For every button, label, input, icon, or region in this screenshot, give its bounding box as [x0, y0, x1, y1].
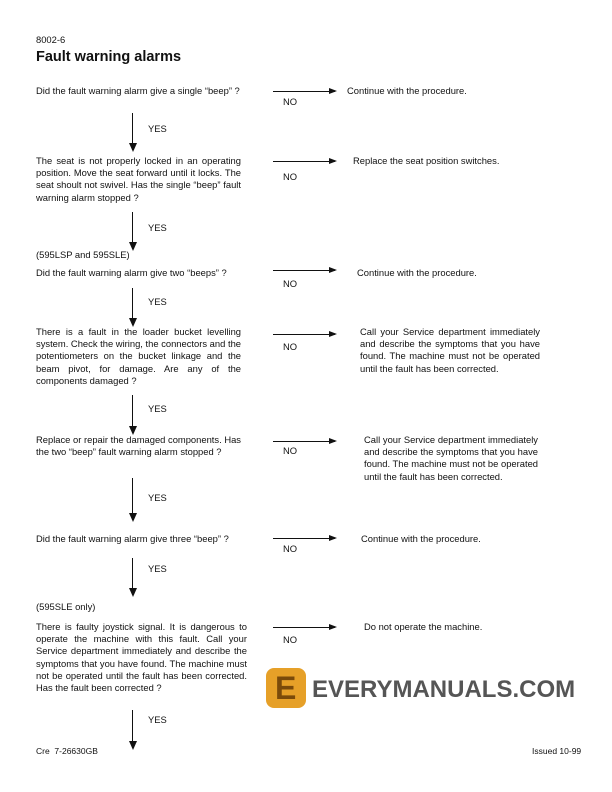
no-arrow-3 — [273, 270, 335, 271]
yes-arrow-7 — [132, 710, 133, 748]
no-arrow-7 — [273, 627, 335, 628]
page-number: 8002-6 — [36, 34, 66, 45]
document-reference: Cre 7-26630GB — [36, 746, 98, 756]
yes-arrow-6 — [132, 558, 133, 595]
yes-label-2: YES — [148, 222, 167, 233]
question-3: Did the fault warning alarm give two “beeps” ? — [36, 267, 227, 278]
no-action-4: Call your Service department immediately and describe the symptoms that you have found. The machine must not be operated until the fault has been corrected. — [360, 326, 540, 374]
no-action-2: Replace the seat position switches. — [353, 155, 500, 166]
yes-arrow-1 — [132, 113, 133, 150]
yes-arrow-2 — [132, 212, 133, 249]
model-note-2: (595SLE only) — [36, 601, 96, 612]
question-5: Replace or repair the damaged components. Has the two “beep” fault warning alarm stopped ? — [36, 434, 241, 458]
yes-label-4: YES — [148, 403, 167, 414]
yes-label-3: YES — [148, 296, 167, 307]
no-arrow-2 — [273, 161, 335, 162]
no-label-5: NO — [283, 445, 298, 456]
no-label-2: NO — [283, 171, 298, 182]
question-1: Did the fault warning alarm give a single “beep” ? — [36, 85, 240, 96]
no-arrow-5 — [273, 441, 335, 442]
yes-arrow-3 — [132, 288, 133, 325]
watermark-logo-letter: E — [275, 670, 297, 706]
no-label-7: NO — [283, 634, 298, 645]
no-arrow-1 — [273, 91, 335, 92]
issue-date: Issued 10-99 — [532, 746, 582, 756]
no-action-3: Continue with the procedure. — [357, 267, 477, 278]
no-label-1: NO — [283, 96, 298, 107]
no-action-6: Continue with the procedure. — [361, 533, 481, 544]
yes-arrow-5 — [132, 478, 133, 520]
no-label-3: NO — [283, 278, 298, 289]
no-label-6: NO — [283, 543, 298, 554]
no-action-5: Call your Service department immediately and describe the symptoms that you have found. The machine must not be operated until the fault has been corrected. — [364, 434, 538, 482]
no-action-1: Continue with the procedure. — [347, 85, 467, 96]
question-2: The seat is not properly locked in an operating position. Move the seat forward until it locks. The seat shoult not swivel. Has the single “beep” fault warning alarm stopped ? — [36, 155, 241, 203]
no-arrow-6 — [273, 538, 335, 539]
yes-label-7: YES — [148, 714, 167, 725]
no-arrow-4 — [273, 334, 335, 335]
watermark-logo — [266, 668, 306, 708]
page-title: Fault warning alarms — [36, 49, 182, 65]
question-6: Did the fault warning alarm give three “beep” ? — [36, 533, 229, 544]
yes-label-1: YES — [148, 123, 167, 134]
question-7: There is faulty joystick signal. It is dangerous to operate the machine with this fault. Call your Service department immediately and describe the symptoms that you have found. The machine must not be operated until the fault has been corrected. Has the fault been corrected ? — [36, 621, 247, 694]
yes-label-5: YES — [148, 492, 167, 503]
no-label-4: NO — [283, 341, 298, 352]
yes-label-6: YES — [148, 563, 167, 574]
model-note-1: (595LSP and 595SLE) — [36, 249, 130, 260]
watermark-text: EVERYMANUALS.COM — [312, 676, 576, 703]
no-action-7: Do not operate the machine. — [364, 621, 483, 632]
question-4: There is a fault in the loader bucket levelling system. Check the wiring, the connectors and the potentiometers on the bucket linkage and the beam pivot, for damage. Are any of the components damaged ? — [36, 326, 241, 386]
yes-arrow-4 — [132, 395, 133, 433]
